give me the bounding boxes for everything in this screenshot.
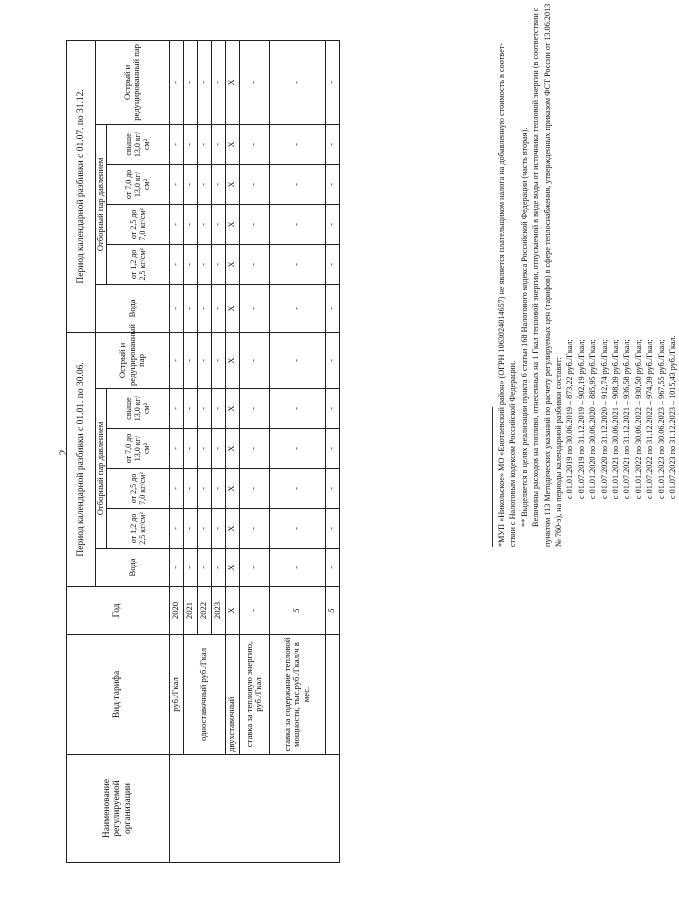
- cell: -: [169, 40, 183, 124]
- cell: -: [183, 164, 197, 204]
- cell: -: [325, 508, 339, 548]
- cell: -: [197, 124, 211, 164]
- header-org: Наименование регулируемой организации: [67, 755, 170, 863]
- cell: -: [183, 40, 197, 124]
- period-line: с 01.01.2020 по 30.06.2020 – 885,95 руб./Гкал;: [588, 339, 598, 499]
- header-steam-col: от 7,0 до 13,0 кг/см²: [106, 428, 169, 468]
- note-2: ** Выделяется в целях реализации пункта 6 статьи 168 Налогового кодекса Российской Федерации (часть вторая).: [519, 127, 529, 527]
- note-3c: № 760-э), на периоды календарной разбивки составят:: [554, 357, 564, 547]
- year-cell: 2020: [169, 586, 183, 634]
- cell: -: [169, 164, 183, 204]
- header-steam-col: свыше 13,0 кг/см²: [106, 124, 169, 164]
- header-period2: Период календарной разбивки с 01.07. по 31.12.: [67, 40, 96, 332]
- cell: -: [211, 388, 225, 428]
- two-part-label: двухставочный: [225, 634, 239, 754]
- org-cell: [169, 755, 339, 863]
- one-part-label: одноставочный руб./Гкал: [183, 634, 225, 754]
- cell: -: [239, 548, 269, 586]
- capacity-rate-label: ставка за содержание тепловой мощности, тыс.руб./Гкал/ч в мес.: [269, 634, 325, 754]
- year-cell: 2021: [183, 586, 197, 634]
- cell: -: [211, 428, 225, 468]
- cell: -: [239, 332, 269, 388]
- period-line: с 01.07.2020 по 31.12.2020 – 912,74 руб./Гкал;: [599, 339, 609, 499]
- cell: Х: [225, 586, 239, 634]
- header-steam-col: от 1,2 до 2,5 кг/см²: [106, 508, 169, 548]
- cell: -: [197, 428, 211, 468]
- cell: -: [325, 284, 339, 332]
- period-line: с 01.01.2021 по 30.06.2021 – 908,39 руб./Гкал;: [611, 339, 621, 499]
- header-steam-col: от 2,5 до 7,0 кг/см²: [106, 204, 169, 244]
- period-line: с 01.07.2023 по 31.12.2023 – 1015,43 руб./Гкал.: [668, 335, 678, 499]
- cell: -: [169, 284, 183, 332]
- cell: -: [239, 40, 269, 124]
- cell: -: [169, 204, 183, 244]
- cell: -: [239, 428, 269, 468]
- cell: -: [269, 204, 325, 244]
- cell: -: [325, 124, 339, 164]
- cell: -: [211, 40, 225, 124]
- cell: -: [197, 388, 211, 428]
- period-line: с 01.01.2023 по 30.06.2023 – 967,55 руб./Гкал;: [656, 339, 666, 499]
- cell: -: [239, 388, 269, 428]
- cell: -: [269, 428, 325, 468]
- cell: -: [325, 164, 339, 204]
- cell: -: [183, 508, 197, 548]
- cell: -: [197, 468, 211, 508]
- header-steam-1: Отборный пар давлением: [96, 388, 107, 548]
- cell: -: [239, 124, 269, 164]
- cell: Х: [225, 548, 239, 586]
- cell: -: [183, 204, 197, 244]
- note-3b: пунктом 113 Методических указаний по расчету регулируемых цен (тарифов) в сфере теплоснабжения, утвержденных приказом ФСТ России от 13.06.2013: [542, 3, 552, 547]
- cell: -: [197, 164, 211, 204]
- cell: -: [197, 332, 211, 388]
- header-water-1: Вода: [96, 548, 170, 586]
- cell-sup: [269, 586, 325, 634]
- cell: -: [325, 244, 339, 284]
- cell: Х: [225, 332, 239, 388]
- cell: -: [211, 468, 225, 508]
- cell: -: [269, 40, 325, 124]
- header-period1: Период календарной разбивки с 01.01. по 30.06.: [67, 332, 96, 586]
- page-number: 2: [56, 449, 70, 456]
- cell: -: [169, 548, 183, 586]
- footnotes: [496, 3, 679, 547]
- period-line: с 01.07.2021 по 31.12.2021 – 936,58 руб./Гкал;: [622, 339, 632, 499]
- header-water-2: Вода: [96, 284, 170, 332]
- header-sharp-2: Острый и редуцированный пар: [96, 40, 170, 124]
- cell: -: [325, 332, 339, 388]
- year-cell: 2023: [211, 586, 225, 634]
- cell: -: [239, 284, 269, 332]
- cell: Х: [225, 428, 239, 468]
- cell: -: [169, 428, 183, 468]
- cell: -: [169, 244, 183, 284]
- cell: -: [211, 332, 225, 388]
- header-steam-col: от 7,0 до 13,0 кг/см²: [106, 164, 169, 204]
- cell: -: [183, 332, 197, 388]
- cell: -: [211, 508, 225, 548]
- cell: -: [239, 164, 269, 204]
- cell: -: [197, 284, 211, 332]
- period-line: с 01.07.2019 по 31.12.2019 – 902,19 руб./Гкал;: [576, 339, 586, 499]
- cell: -: [239, 586, 269, 634]
- cell: -: [269, 284, 325, 332]
- period-line: с 01.07.2022 по 31.12.2022 – 974,39 руб./Гкал;: [645, 339, 655, 499]
- cell: -: [325, 40, 339, 124]
- cell: -: [169, 508, 183, 548]
- cell: -: [197, 40, 211, 124]
- cell: -: [211, 204, 225, 244]
- header-sharp-1: Острый и редуцированный пар: [96, 332, 170, 388]
- header-steam-col: от 1,2 до 2,5 кг/см²: [106, 244, 169, 284]
- header-tariff: Вид тарифа: [67, 634, 170, 754]
- cell: -: [269, 508, 325, 548]
- cell: -: [239, 244, 269, 284]
- sup-mark: 5: [291, 608, 302, 613]
- cell: -: [183, 428, 197, 468]
- cell: -: [269, 388, 325, 428]
- energy-rate-label: ставка за тепловую энергию, руб./Гкал: [239, 634, 269, 754]
- sup-mark: 5: [326, 608, 337, 613]
- period-line: с 01.01.2019 по 30.06.2019 – 873,22 руб./Гкал;: [565, 339, 575, 499]
- header-steam-2: Отборный пар давлением: [96, 124, 107, 284]
- cell: -: [269, 164, 325, 204]
- cell: Х: [225, 508, 239, 548]
- cell: -: [325, 204, 339, 244]
- cell-sup: [325, 586, 339, 634]
- cell: -: [197, 508, 211, 548]
- cell: Х: [225, 244, 239, 284]
- tariff-table: [66, 40, 340, 863]
- header-year: Год: [67, 586, 170, 634]
- cell: -: [325, 388, 339, 428]
- cell: -: [183, 124, 197, 164]
- cell: Х: [225, 204, 239, 244]
- cell: -: [269, 332, 325, 388]
- note-3: Величины расходов на топливо, отнесенных на 1 Гкал тепловой энергии, отпускаемой в виде воды от источника тепловой энергии (в соответствии с: [531, 7, 541, 527]
- year-cell: 2022: [197, 586, 211, 634]
- cell: -: [183, 468, 197, 508]
- cell: -: [239, 468, 269, 508]
- cell: -: [211, 284, 225, 332]
- header-steam-col: от 2,5 до 7,0 кг/см²: [106, 468, 169, 508]
- cell: -: [197, 548, 211, 586]
- cell: -: [183, 388, 197, 428]
- cell: -: [169, 124, 183, 164]
- cell: -: [269, 548, 325, 586]
- footnote-rule: [492, 407, 493, 547]
- cell: Х: [225, 388, 239, 428]
- period-line: с 01.01.2022 по 30.06.2022 – 930,50 руб./Гкал;: [633, 339, 643, 499]
- cell: Х: [225, 284, 239, 332]
- cell: -: [169, 332, 183, 388]
- cell: -: [269, 468, 325, 508]
- cell: -: [211, 164, 225, 204]
- cell: Х: [225, 468, 239, 508]
- cell: -: [183, 548, 197, 586]
- header-steam-col: свыше 13,0 кг/см²: [106, 388, 169, 428]
- cell: -: [239, 204, 269, 244]
- cell: -: [211, 124, 225, 164]
- cell: -: [211, 548, 225, 586]
- cell: -: [169, 388, 183, 428]
- cell: Х: [225, 124, 239, 164]
- cell: -: [325, 468, 339, 508]
- cell: -: [197, 244, 211, 284]
- note-1b: ствии с Налоговым кодексом Российской Федерации.: [508, 360, 518, 547]
- cell: -: [211, 244, 225, 284]
- cell: -: [269, 124, 325, 164]
- cell: -: [169, 468, 183, 508]
- unit-row-label: руб./Гкал: [169, 634, 183, 754]
- cell: -: [239, 508, 269, 548]
- cell: -: [269, 244, 325, 284]
- note-1: *МУП «Никольское» МО «Енотаевский район» (ОГРН 1063024014657) не является плательщиком налога на добавленную стоимость в соответ-: [497, 42, 506, 547]
- cell: -: [325, 548, 339, 586]
- cell: -: [183, 244, 197, 284]
- cell: -: [197, 204, 211, 244]
- empty-label: [325, 634, 339, 754]
- cell: -: [325, 428, 339, 468]
- cell: -: [183, 284, 197, 332]
- cell: Х: [225, 164, 239, 204]
- cell: Х: [225, 40, 239, 124]
